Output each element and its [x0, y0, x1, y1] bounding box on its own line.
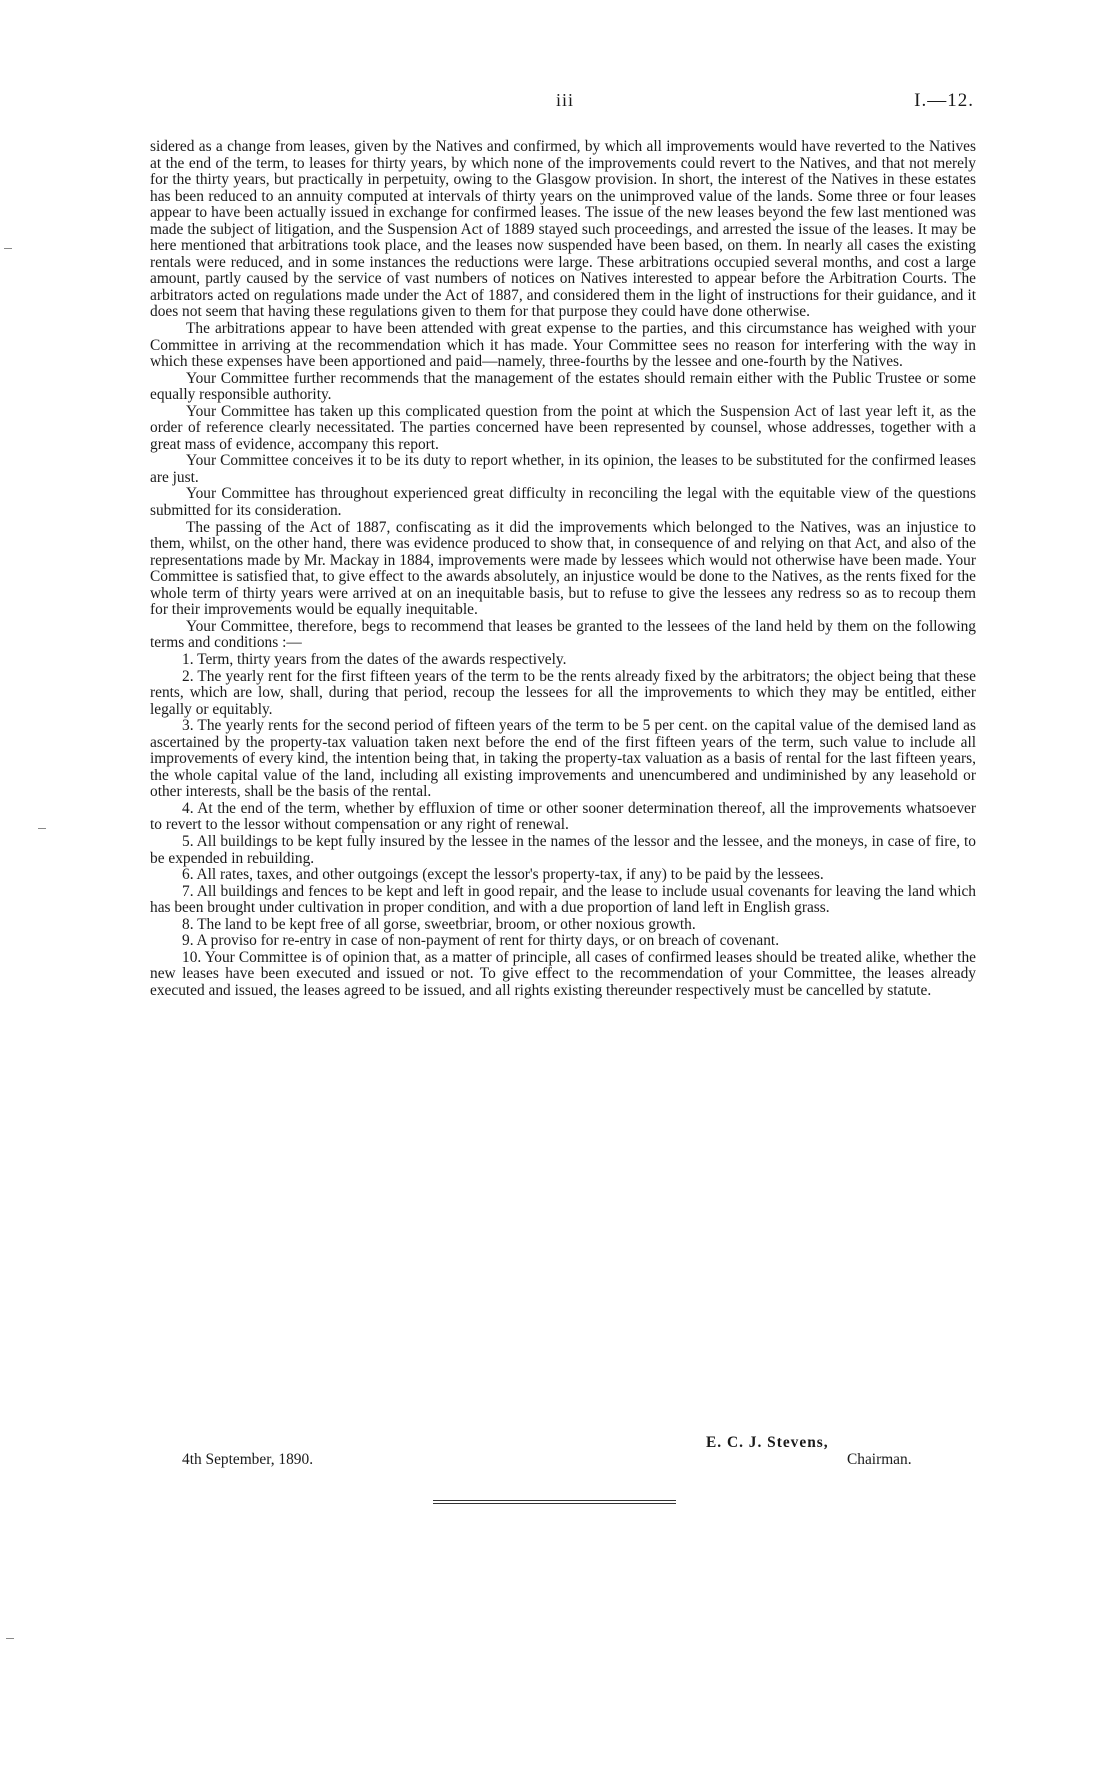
paragraph-arbitration-expense: The arbitrations appear to have been attended with great expense to the parties, and this circumstance has weighed with your Committee in arriving at the recommendation which it has made. Your Committee sees no reason for interfering with the way in which these expenses have been apportioned and paid—namely, three-fourths by the lessee and one-fourth by the Natives. — [150, 320, 976, 371]
term-item-1: 1. Term, thirty years from the dates of the awards respectively. — [182, 650, 567, 668]
margin-tick-mark — [6, 1638, 14, 1639]
term-item-10: 10. Your Committee is of opinion that, as a matter of principle, all cases of confirmed leases should be treated alike, whether the new leases have been executed and issued or not. To give effect to the recommendation of your Committee, the leases already executed and issued, the leases agreed to be issued, and all rights existing thereunder respectively must be cancelled by statute. — [150, 948, 976, 999]
term-item-5: 5. All buildings to be kept fully insured by the lessee in the names of the lessor and the lessee, and the moneys, in case of fire, to be expended in rebuilding. — [150, 832, 976, 867]
signatory-name: E. C. J. Stevens, — [706, 1434, 829, 1451]
paragraph-continuation: sidered as a change from leases, given by the Natives and confirmed, by which all improvements would have reverted to the Natives at the end of the term, to leases for thirty years, by which none of the improvements could revert to the Natives, and that not merely for the thirty years, but practically in perpetuity, owing to the Glasgow provision. In short, the interest of the Natives in these estates has been reduced to an annuity computed at intervals of thirty years on the unimproved value of the lands. Some three or four leases appear to have been actually issued in exchange for confirmed leases. The issue of the new leases beyond the few last mentioned was made the subject of litigation, and the Suspension Act of 1889 stayed such proceedings, and arrested the issue of the leases. It may be here mentioned that arbitrations took place, and the leases now suspended have been based, on them. In nearly all cases the existing rentals were reduced, and in some instances the reductions were large. These arbitrations occupied several months, and cost a large amount, partly caused by the service of vast numbers of notices on Natives interested to appear before the Arbitration Courts. The arbitrators acted on regulations made under the Act of 1887, and considered them in the light of instructions for their guidance, and it does not seem that having these regulations given to them for that purpose they could have done otherwise. — [150, 138, 976, 321]
term-item-2: 2. The yearly rent for the first fifteen years of the term to be the rents already fixed by the arbitrators; the object being that these rents, which are low, shall, during that period, recoup the lessees for all the improvements to which they may be entitled, either legally or equitably. — [150, 667, 976, 718]
margin-tick-mark — [4, 248, 12, 249]
paragraph-recommendation: Your Committee, therefore, begs to recommend that leases be granted to the lessees of the land held by them on the following terms and conditions :— — [150, 617, 976, 652]
signature-block — [150, 1434, 976, 1474]
term-item-7: 7. All buildings and fences to be kept and left in good repair, and the lease to include usual covenants for leaving the land which has been brought under cultivation in proper condition, and with a due proportion of land left in English grass. — [150, 882, 976, 917]
page-header — [0, 90, 1114, 120]
term-item-4: 4. At the end of the term, whether by effluxion of time or other sooner determination thereof, all the improvements whatsoever to revert to the lessor without compensation or any right of renewal. — [150, 799, 976, 834]
paragraph-duty-to-report: Your Committee conceives it to be its duty to report whether, in its opinion, the leases to be substituted for the confirmed leases are just. — [150, 452, 976, 486]
closing-rule-top — [433, 1500, 676, 1501]
term-item-3: 3. The yearly rents for the second period of fifteen years of the term to be 5 per cent. on the capital value of the demised land as ascertained by the property-tax valuation taken next before the end of the first fifteen years of the term, such value to include all improvements of every kind, the intention being that, in taking the property-tax valuation as a basis of rental for the last fifteen years, the whole capital value of the land, including all existing improvements and unencumbered and undiminished by any leasehold or other interests, shall be the basis of the rental. — [150, 717, 976, 801]
signatory-title: Chairman. — [847, 1451, 912, 1468]
paragraph-suspension-act: Your Committee has taken up this complicated question from the point at which the Suspension Act of last year left it, as the order of reference clearly necessitated. The parties concerned have been represented by counsel, whose addresses, together with a great mass of evidence, accompany this report. — [150, 402, 976, 453]
paragraph-act-of-1887: The passing of the Act of 1887, confiscating as it did the improvements which belonged to the Natives, was an injustice to them, whilst, on the other hand, there was evidence produced to show that, in consequence of and relying on that Act, and also of the representations made by Mr. Mackay in 1884, improvements were made by lessees which would not otherwise have been made. Your Committee is satisfied that, to give effect to the awards absolutely, an injustice would be done to the Natives, as the rents fixed for the whole term of thirty years were arrived at on an inequitable basis, but to refuse to give the lessees any redress so as to recoup them for their improvements would be equally inequitable. — [150, 518, 976, 619]
term-item-6: 6. All rates, taxes, and other outgoings (except the lessor's property-tax, if any) to be paid by the lessees. — [182, 866, 824, 884]
margin-tick-mark — [38, 828, 46, 829]
term-item-8: 8. The land to be kept free of all gorse, sweetbriar, broom, or other noxious growth. — [182, 915, 696, 933]
report-body — [150, 139, 976, 999]
page-number: iii — [556, 90, 575, 110]
paragraph-estate-management: Your Committee further recommends that the management of the estates should remain either with the Public Trustee or some equally responsible authority. — [150, 369, 976, 404]
paragraph-legal-vs-equitable: Your Committee has throughout experienced great difficulty in reconciling the legal with the equitable view of the questions submitted for its consideration. — [150, 485, 976, 520]
closing-rule-bottom — [433, 1503, 676, 1504]
report-date: 4th September, 1890. — [182, 1451, 314, 1468]
document-reference: I.—12. — [914, 90, 974, 111]
term-item-9: 9. A proviso for re-entry in case of non-payment of rent for thirty days, or on breach of covenant. — [182, 932, 780, 950]
